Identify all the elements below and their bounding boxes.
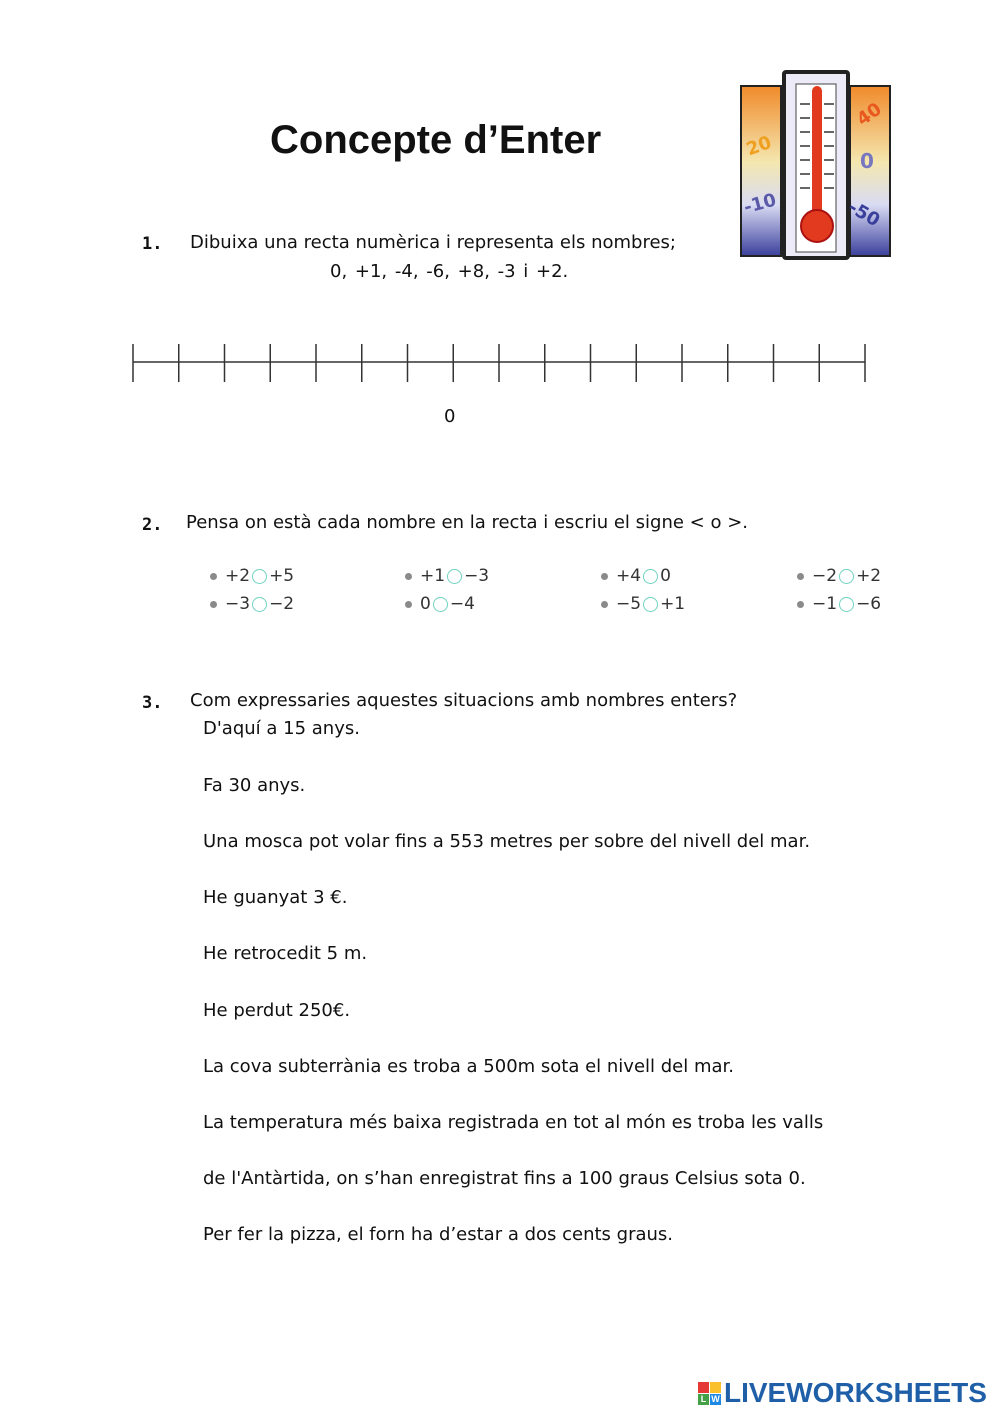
comparison-right: −4 bbox=[449, 594, 475, 614]
comparison-item bbox=[601, 594, 685, 614]
question-1-number: 1. bbox=[142, 234, 163, 254]
situation-item: La temperatura més baixa registrada en tot al món es troba les valls bbox=[203, 1112, 824, 1133]
question-3-number: 3. bbox=[142, 693, 163, 713]
question-1-numbers: 0, +1, -4, -6, +8, -3 i +2. bbox=[330, 261, 569, 282]
comparison-left: −5 bbox=[616, 594, 642, 614]
comparison-left: +2 bbox=[225, 566, 251, 586]
comparison-answer-circle[interactable] bbox=[447, 569, 462, 584]
comparison-item bbox=[210, 566, 294, 586]
comparison-right: −6 bbox=[856, 594, 882, 614]
comparison-item bbox=[405, 566, 489, 586]
situation-item: de l'Antàrtida, on s’han enregistrat fins a 100 graus Celsius sota 0. bbox=[203, 1168, 806, 1189]
comparison-right: +5 bbox=[269, 566, 295, 586]
situation-item: Per fer la pizza, el forn ha d’estar a dos cents graus. bbox=[203, 1224, 674, 1245]
comparison-right: −2 bbox=[269, 594, 295, 614]
comparison-left: −2 bbox=[812, 566, 838, 586]
comparison-right: 0 bbox=[660, 566, 671, 586]
comparison-item bbox=[797, 566, 881, 586]
comparison-answer-circle[interactable] bbox=[643, 569, 658, 584]
comparison-left: −1 bbox=[812, 594, 838, 614]
comparison-answer-circle[interactable] bbox=[643, 597, 658, 612]
bullet-icon bbox=[601, 573, 608, 580]
bullet-icon bbox=[601, 601, 608, 608]
comparison-left: 0 bbox=[420, 594, 431, 614]
thermo-label-20: 20 bbox=[743, 132, 775, 161]
logo-mark-icon: L W bbox=[698, 1382, 721, 1405]
question-2-number: 2. bbox=[142, 515, 163, 535]
situation-item: He perdut 250€. bbox=[203, 1000, 351, 1021]
number-line-zero-label: 0 bbox=[444, 406, 456, 427]
question-1-text: Dibuixa una recta numèrica i representa els nombres; bbox=[190, 232, 676, 253]
comparison-answer-circle[interactable] bbox=[839, 569, 854, 584]
thermo-label-0: 0 bbox=[860, 149, 874, 173]
page-title: Concepte d’Enter bbox=[270, 118, 602, 162]
comparison-item bbox=[601, 566, 671, 586]
thermo-label-minus50: -50 bbox=[844, 196, 884, 232]
situation-item: La cova subterrània es troba a 500m sota el nivell del mar. bbox=[203, 1056, 735, 1077]
thermo-label-40: 40 bbox=[853, 98, 886, 131]
question-2-text: Pensa on està cada nombre en la recta i escriu el signe < o >. bbox=[186, 512, 749, 533]
comparison-right: +2 bbox=[856, 566, 882, 586]
comparison-answer-circle[interactable] bbox=[252, 597, 267, 612]
liveworksheets-logo[interactable] bbox=[698, 1377, 987, 1409]
situation-item: Una mosca pot volar fins a 553 metres per sobre del nivell del mar. bbox=[203, 831, 811, 852]
comparison-answer-circle[interactable] bbox=[839, 597, 854, 612]
comparison-right: −3 bbox=[464, 566, 490, 586]
comparison-item bbox=[210, 594, 294, 614]
bullet-icon bbox=[797, 601, 804, 608]
situation-item: He guanyat 3 €. bbox=[203, 887, 348, 908]
comparison-left: +4 bbox=[616, 566, 642, 586]
bullet-icon bbox=[405, 573, 412, 580]
situation-item: Fa 30 anys. bbox=[203, 775, 306, 796]
question-3-text: Com expressaries aquestes situacions amb nombres enters? bbox=[190, 690, 738, 711]
situation-item: He retrocedit 5 m. bbox=[203, 943, 368, 964]
bullet-icon bbox=[405, 601, 412, 608]
logo-text: LIVEWORKSHEETS bbox=[724, 1377, 987, 1408]
comparison-left: +1 bbox=[420, 566, 446, 586]
comparison-item bbox=[797, 594, 881, 614]
bullet-icon bbox=[210, 573, 217, 580]
comparison-right: +1 bbox=[660, 594, 686, 614]
comparison-answer-circle[interactable] bbox=[433, 597, 448, 612]
number-line bbox=[128, 340, 873, 390]
bullet-icon bbox=[210, 601, 217, 608]
thermo-label-minus10: -10 bbox=[741, 189, 779, 219]
comparison-answer-circle[interactable] bbox=[252, 569, 267, 584]
comparison-item bbox=[405, 594, 475, 614]
situation-item: D'aquí a 15 anys. bbox=[203, 718, 360, 739]
bullet-icon bbox=[797, 573, 804, 580]
thermometer-icon bbox=[738, 70, 894, 260]
comparison-left: −3 bbox=[225, 594, 251, 614]
